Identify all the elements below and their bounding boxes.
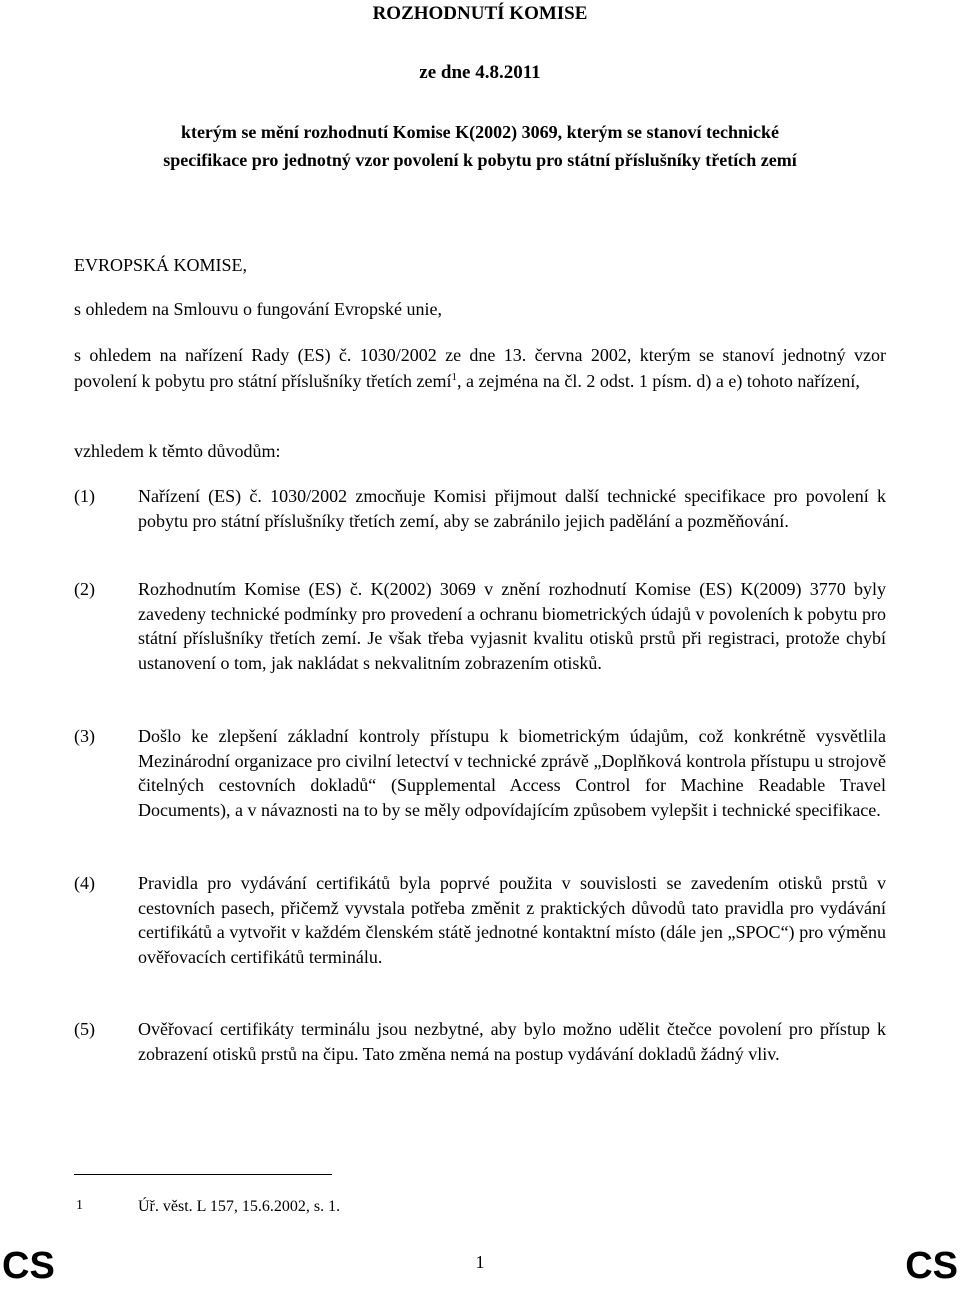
- recital-number: (3): [74, 726, 95, 746]
- recital-5: [74, 1017, 886, 1066]
- footnote-separator: [74, 1174, 332, 1175]
- footnote-text: Úř. věst. L 157, 15.6.2002, s. 1.: [138, 1198, 341, 1215]
- page-number: 1: [475, 1252, 485, 1272]
- recital-text: Rozhodnutím Komise (ES) č. K(2002) 3069 v znění rozhodnutí Komise (ES) K(2009) 3770 byly zavedeny technické podmínky pro provedení a ochranu biometrických údajů v povoleních k pobytu pro státní příslušníky třetích zemí. Je však třeba vyjasnit kvalitu otisků prstů při registraci, protože chybí ustanovení o tom, jak nakládat s nekvalitním zobrazením otisků.: [138, 579, 886, 673]
- recital-2: [74, 577, 886, 675]
- regulation-text: s ohledem na nařízení Rady (ES) č. 1030/2002 ze dne 13. června 2002, kterým se stanoví jednotný vzor povolení k pobytu pro státní příslušníky třetích zemí: [74, 345, 886, 391]
- issuing-authority: EVROPSKÁ KOMISE,: [74, 255, 248, 275]
- footnote-number: 1: [76, 1198, 83, 1213]
- recital-number: (2): [74, 579, 95, 599]
- subject-line-2: specifikace pro jednotný vzor povolení k pobytu pro státní příslušníky třetích zemí: [163, 150, 797, 170]
- recital-4: [74, 871, 886, 969]
- document-date: ze dne 4.8.2011: [419, 62, 541, 83]
- recital-1: [74, 484, 886, 533]
- document-subject: [120, 118, 840, 174]
- subject-line-1: kterým se mění rozhodnutí Komise K(2002) 3069, kterým se stanoví technické: [180, 122, 780, 142]
- recital-text: Nařízení (ES) č. 1030/2002 zmocňuje Komisi přijmout další technické specifikace pro povolení k pobytu pro státní příslušníky třetích zemí, aby se zabránilo jejich padělání a pozměňování.: [138, 486, 886, 531]
- recital-number: (1): [74, 486, 95, 506]
- recital-3: [74, 724, 886, 822]
- document-title: ROZHODNUTÍ KOMISE: [372, 3, 588, 24]
- language-code-right: CS: [905, 1245, 958, 1287]
- regulation-text-continued: , a zejména na čl. 2 odst. 1 písm. d) a e) tohoto nařízení,: [456, 371, 860, 391]
- recital-text: Došlo ke zlepšení základní kontroly přístupu k biometrickým údajům, což konkrétně vysvětlila Mezinárodní organizace pro civilní letectví v technické zprávě „Doplňková kontrola přístupu u strojově čitelných cestovních dokladů“ (Supplemental Access Control for Machine Readable Travel Documents), a v návaznosti na to by se měly odpovídajícím způsobem vylepšit i technické specifikace.: [138, 726, 886, 820]
- having-regard-treaty: s ohledem na Smlouvu o fungování Evropské unie,: [74, 299, 442, 319]
- recital-number: (4): [74, 873, 95, 893]
- having-regard-regulation: [74, 342, 886, 394]
- whereas-clause: vzhledem k těmto důvodům:: [74, 441, 281, 461]
- recital-text: Pravidla pro vydávání certifikátů byla poprvé použita v souvislosti se zavedením otisků prstů v cestovních pasech, přičemž vyvstala potřeba změnit z praktických důvodů tato pravidla pro vydávání certifikátů a vytvořit v každém členském státě jednotné kontaktní místo (dále jen „SPOC“) pro výměnu ověřovacích certifikátů terminálu.: [138, 873, 886, 967]
- recital-number: (5): [74, 1019, 95, 1039]
- language-code-left: CS: [2, 1245, 55, 1287]
- recital-text: Ověřovací certifikáty terminálu jsou nezbytné, aby bylo možno udělit čtečce povolení pro přístup k zobrazení otisků prstů na čipu. Tato změna nemá na postup vydávání dokladů žádný vliv.: [138, 1019, 886, 1064]
- footnote-reference[interactable]: 1: [451, 371, 457, 383]
